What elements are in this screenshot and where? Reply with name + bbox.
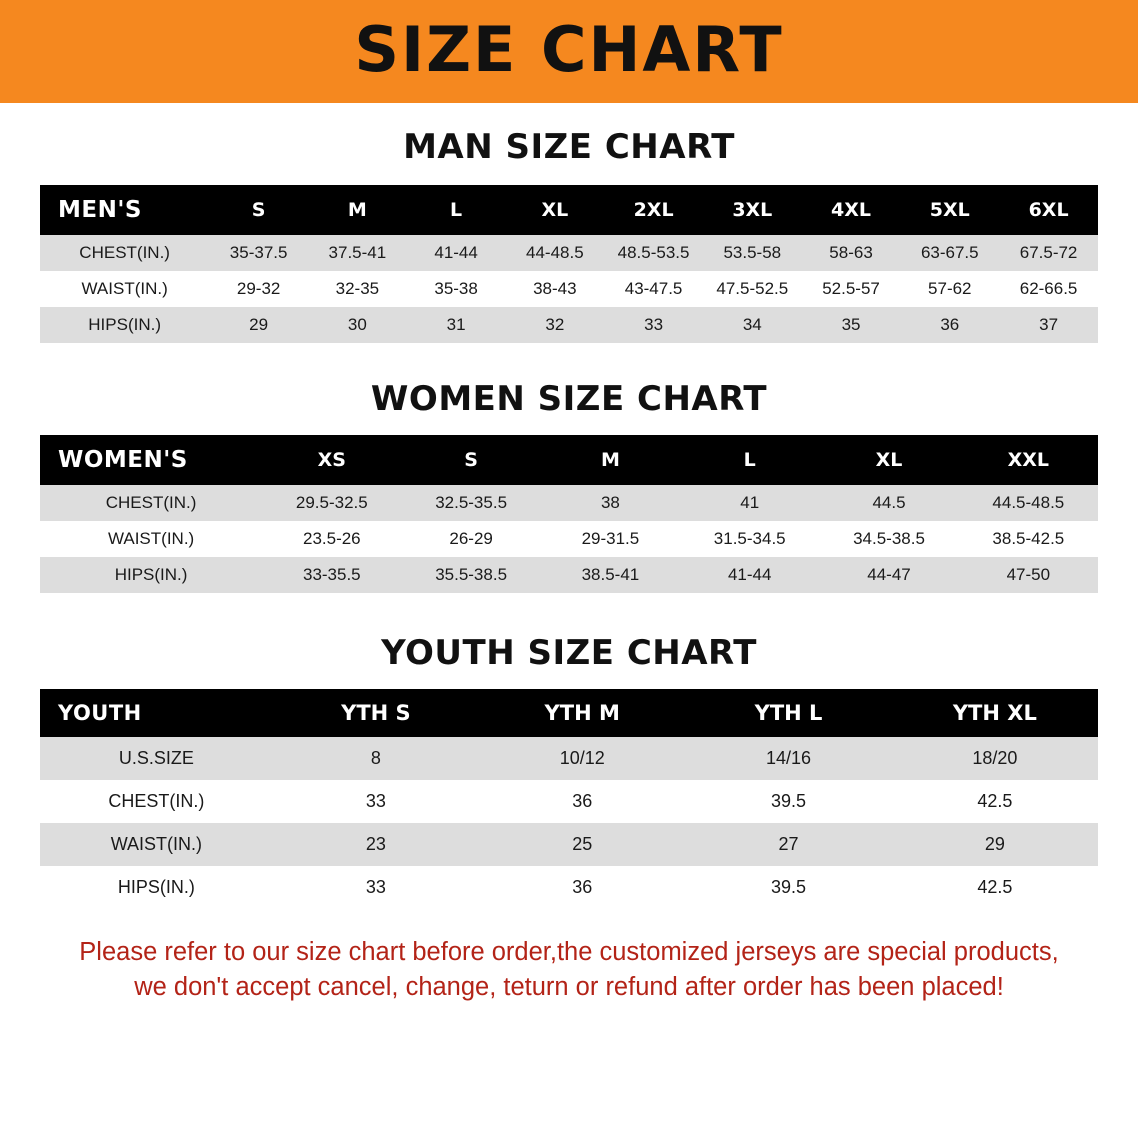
table-cell: 58-63 [802, 235, 901, 271]
table-cell: 34.5-38.5 [819, 521, 958, 557]
table-body [40, 235, 1098, 343]
table-row [40, 737, 1098, 780]
table-row [40, 780, 1098, 823]
table-cell: 18/20 [892, 737, 1098, 780]
column-header: YTH S [273, 689, 479, 737]
table-cell: 33 [273, 780, 479, 823]
table-cell: 29.5-32.5 [262, 485, 401, 521]
table-header [40, 185, 1098, 235]
row-label: WAIST(IN.) [40, 823, 273, 866]
column-header: 3XL [703, 185, 802, 235]
table-cell: 31.5-34.5 [680, 521, 819, 557]
table-cell: 35-38 [407, 271, 506, 307]
table-cell: 38.5-42.5 [959, 521, 1098, 557]
column-header: XL [819, 435, 958, 485]
table-cell: 30 [308, 307, 407, 343]
column-header: M [308, 185, 407, 235]
table-row [40, 485, 1098, 521]
table-cell: 23 [273, 823, 479, 866]
table-cell: 29 [209, 307, 308, 343]
man-section-heading: MAN SIZE CHART [403, 127, 735, 167]
row-label: HIPS(IN.) [40, 557, 262, 593]
table-cell: 25 [479, 823, 685, 866]
column-header: S [401, 435, 540, 485]
women-section-heading: WOMEN SIZE CHART [370, 379, 768, 419]
table-row [40, 235, 1098, 271]
column-header: YOUTH [40, 689, 273, 737]
column-header: 2XL [604, 185, 703, 235]
column-header: YTH L [685, 689, 891, 737]
table-cell: 43-47.5 [604, 271, 703, 307]
row-label: WAIST(IN.) [40, 271, 209, 307]
page-title: SIZE CHART [354, 12, 784, 86]
table-cell: 8 [273, 737, 479, 780]
banner [0, 0, 1138, 103]
women-size-table [40, 435, 1098, 593]
table-row [40, 866, 1098, 909]
youth-section-heading: YOUTH SIZE CHART [381, 633, 757, 673]
table-cell: 29-32 [209, 271, 308, 307]
disclaimer-note [36, 935, 1102, 1005]
column-header: WOMEN'S [40, 435, 262, 485]
table-cell: 38.5-41 [541, 557, 680, 593]
column-header: MEN'S [40, 185, 209, 235]
table-cell: 32-35 [308, 271, 407, 307]
table-cell: 44.5 [819, 485, 958, 521]
table-cell: 37 [999, 307, 1098, 343]
table-cell: 48.5-53.5 [604, 235, 703, 271]
table-row [40, 557, 1098, 593]
table-cell: 47-50 [959, 557, 1098, 593]
row-label: WAIST(IN.) [40, 521, 262, 557]
table-row [40, 307, 1098, 343]
table-cell: 38 [541, 485, 680, 521]
youth-table-wrap [0, 689, 1138, 909]
table-cell: 67.5-72 [999, 235, 1098, 271]
table-cell: 29 [892, 823, 1098, 866]
table-cell: 26-29 [401, 521, 540, 557]
table-cell: 42.5 [892, 866, 1098, 909]
table-body [40, 485, 1098, 593]
table-cell: 36 [479, 866, 685, 909]
table-row [40, 271, 1098, 307]
row-label: CHEST(IN.) [40, 235, 209, 271]
table-cell: 44.5-48.5 [959, 485, 1098, 521]
table-cell: 33 [604, 307, 703, 343]
table-cell: 35.5-38.5 [401, 557, 540, 593]
row-label: HIPS(IN.) [40, 307, 209, 343]
table-cell: 41-44 [680, 557, 819, 593]
column-header: YTH M [479, 689, 685, 737]
column-header: XL [505, 185, 604, 235]
table-cell: 38-43 [505, 271, 604, 307]
disclaimer-line-1: Please refer to our size chart before order,the customized jerseys are special products, [79, 938, 1059, 966]
table-row [40, 823, 1098, 866]
table-header-row [40, 689, 1098, 737]
table-cell: 29-31.5 [541, 521, 680, 557]
table-cell: 41 [680, 485, 819, 521]
table-cell: 36 [900, 307, 999, 343]
women-table-wrap [0, 435, 1138, 593]
table-cell: 39.5 [685, 780, 891, 823]
row-label: CHEST(IN.) [40, 780, 273, 823]
table-cell: 52.5-57 [802, 271, 901, 307]
row-label: HIPS(IN.) [40, 866, 273, 909]
table-cell: 32 [505, 307, 604, 343]
table-cell: 32.5-35.5 [401, 485, 540, 521]
table-cell: 34 [703, 307, 802, 343]
table-cell: 35 [802, 307, 901, 343]
table-cell: 14/16 [685, 737, 891, 780]
table-cell: 47.5-52.5 [703, 271, 802, 307]
table-cell: 39.5 [685, 866, 891, 909]
table-cell: 31 [407, 307, 506, 343]
man-size-table [40, 185, 1098, 343]
table-cell: 42.5 [892, 780, 1098, 823]
table-cell: 53.5-58 [703, 235, 802, 271]
disclaimer-line-2: we don't accept cancel, change, teturn or refund after order has been placed! [134, 973, 1004, 1002]
table-cell: 37.5-41 [308, 235, 407, 271]
table-cell: 33 [273, 866, 479, 909]
table-header-row [40, 185, 1098, 235]
row-label: U.S.SIZE [40, 737, 273, 780]
column-header: 4XL [802, 185, 901, 235]
column-header: XS [262, 435, 401, 485]
table-header [40, 689, 1098, 737]
table-cell: 63-67.5 [900, 235, 999, 271]
column-header: 6XL [999, 185, 1098, 235]
table-header-row [40, 435, 1098, 485]
table-cell: 41-44 [407, 235, 506, 271]
column-header: L [407, 185, 506, 235]
table-cell: 35-37.5 [209, 235, 308, 271]
table-cell: 27 [685, 823, 891, 866]
table-body [40, 737, 1098, 909]
table-cell: 23.5-26 [262, 521, 401, 557]
table-cell: 10/12 [479, 737, 685, 780]
youth-size-table [40, 689, 1098, 909]
table-cell: 44-47 [819, 557, 958, 593]
column-header: XXL [959, 435, 1098, 485]
table-cell: 33-35.5 [262, 557, 401, 593]
table-row [40, 521, 1098, 557]
column-header: 5XL [900, 185, 999, 235]
column-header: YTH XL [892, 689, 1098, 737]
table-cell: 44-48.5 [505, 235, 604, 271]
column-header: L [680, 435, 819, 485]
row-label: CHEST(IN.) [40, 485, 262, 521]
table-cell: 36 [479, 780, 685, 823]
column-header: M [541, 435, 680, 485]
table-cell: 57-62 [900, 271, 999, 307]
table-cell: 62-66.5 [999, 271, 1098, 307]
table-header [40, 435, 1098, 485]
column-header: S [209, 185, 308, 235]
man-table-wrap [0, 185, 1138, 343]
